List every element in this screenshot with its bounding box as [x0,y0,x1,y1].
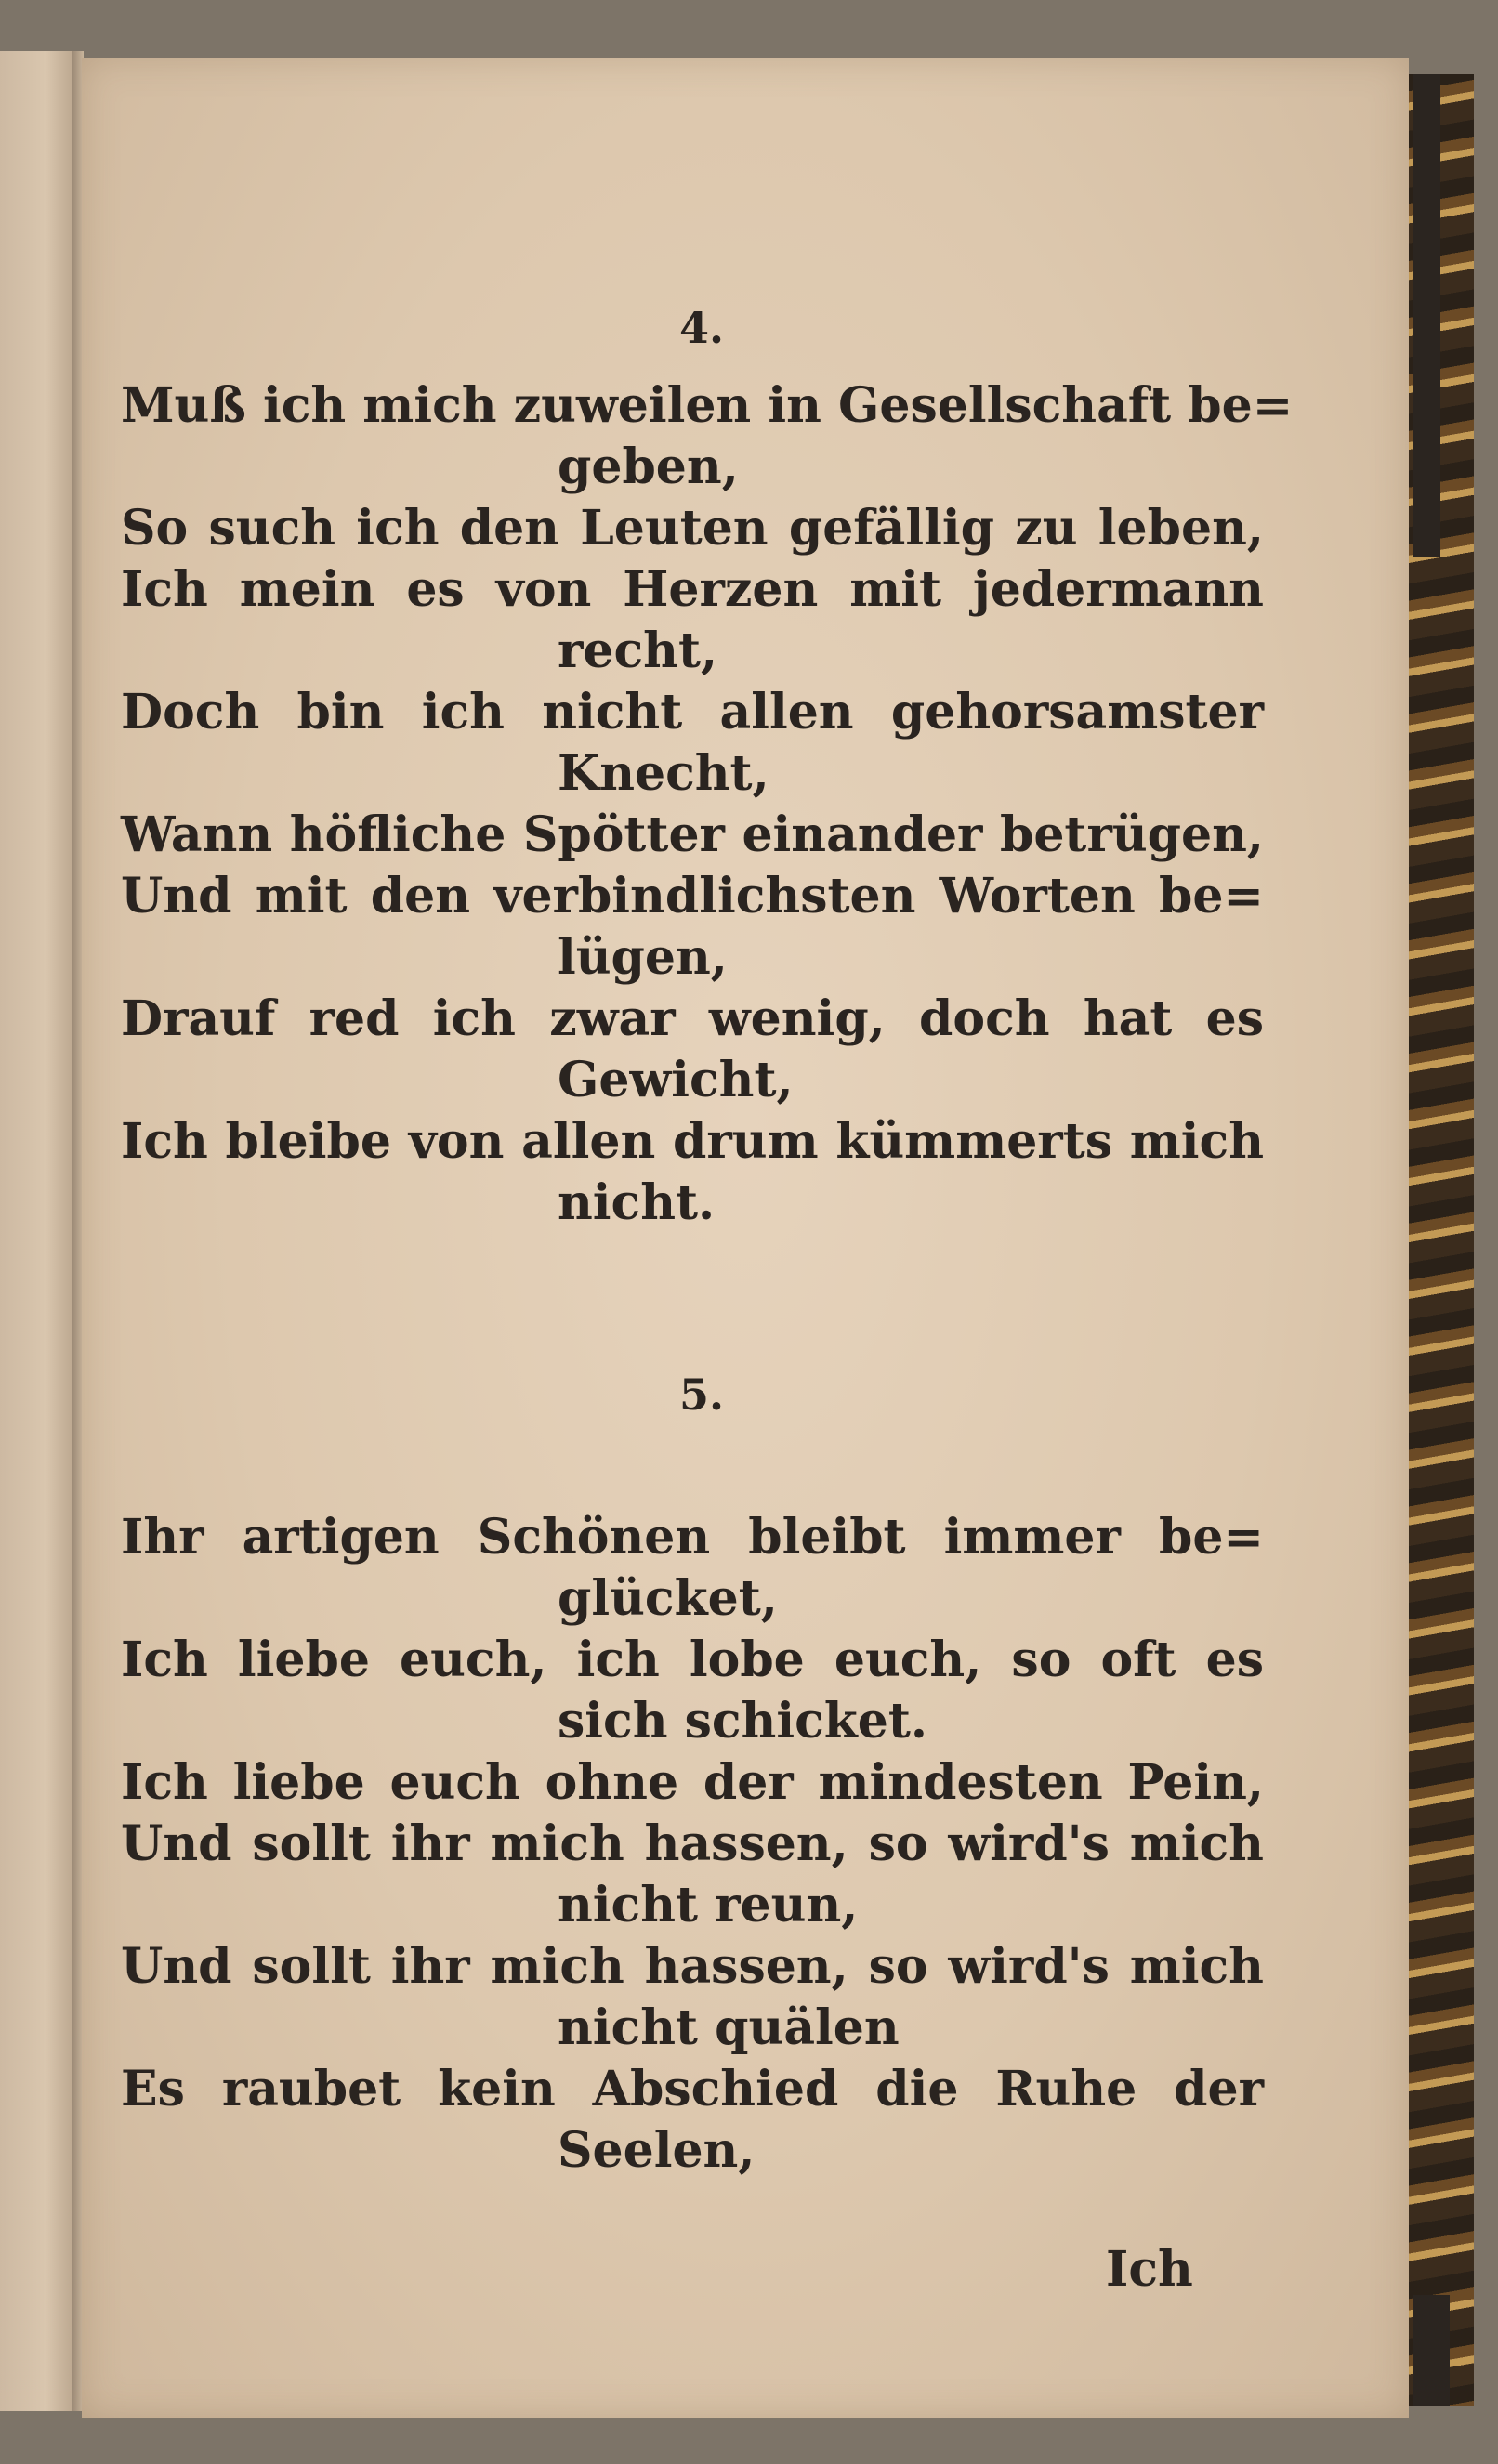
verse-line: Ihr artigen Schönen bleibt immer be= [121,1509,1264,1566]
verse-line-turnover: Knecht, [558,745,769,802]
stanza-gap [121,1442,1264,1507]
verse-line-turnover: geben, [558,439,739,495]
verse-line: Muß ich mich zuweilen in Gesellschaft be= [121,377,1294,434]
verse-line-turnover: nicht quälen [558,1999,900,2056]
cover-dark-top [1413,74,1440,557]
verse-line: Doch bin ich nicht allen gehorsamster [121,684,1264,741]
verse-line-turnover: glücket, [558,1570,778,1627]
verse-line: Drauf red ich zwar wenig, doch hat es [121,990,1264,1047]
verse-line-turnover: nicht reun, [558,1877,859,1933]
verse-line: So such ich den Leuten gefällig zu leben, [121,500,1264,557]
poem-text [121,297,1294,2312]
verse-line-turnover: lügen, [558,929,728,986]
catchword: Ich [1106,2241,1193,2298]
verse-line: Und mit den verbindlichsten Worten be= [121,868,1264,924]
left-page-edge [0,51,76,2411]
verse-line: Und sollt ihr mich hassen, so wird's mich [121,1815,1264,1872]
verse-line-turnover: nicht. [558,1174,716,1231]
stanza-4 [121,297,1294,1234]
stanza-number: 5. [678,1370,725,1420]
cover-dark-bottom [1413,2295,1450,2406]
verse-line-turnover: Seelen, [558,2122,756,2179]
verse-line: Und sollt ihr mich hassen, so wird's mich [121,1938,1264,1995]
verse-line-turnover: sich schicket. [558,1693,927,1750]
verse-line: Es raubet kein Abschied die Ruhe der [121,2061,1264,2117]
verse-line: Ich liebe euch ohne der mindesten Pein, [121,1754,1264,1811]
verse-line: Ich mein es von Herzen mit jedermann [121,561,1264,618]
verse-line-turnover: Gewicht, [558,1052,794,1108]
verse-line: Ich liebe euch, ich lobe euch, so oft es [121,1632,1264,1688]
stanza-5 [121,1364,1264,2182]
verse-line: Ich bleibe von allen drum kümmerts mich [121,1113,1264,1170]
verse-line-turnover: recht, [558,623,718,679]
stanza-number: 4. [678,303,725,353]
verse-line: Wann höfliche Spötter einander betrügen, [121,806,1264,863]
